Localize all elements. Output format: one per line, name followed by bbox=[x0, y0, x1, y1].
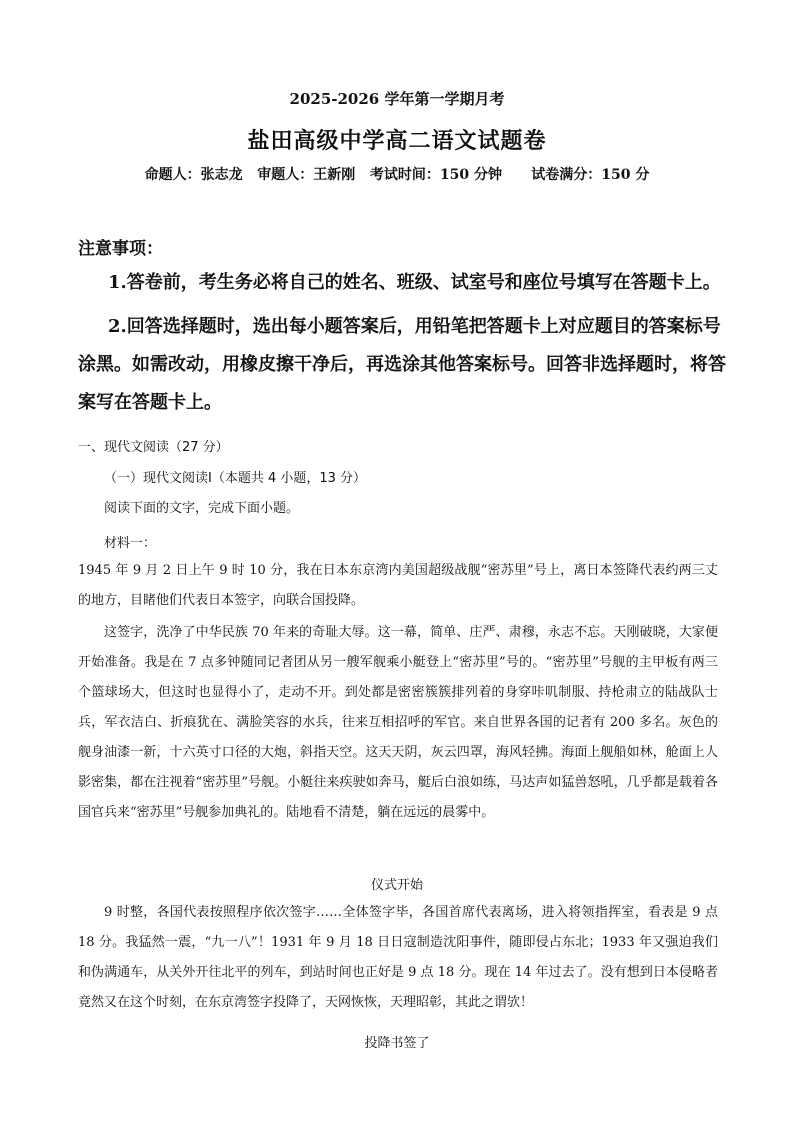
passage-paragraph-1: 1945 年 9 月 2 日上午 9 时 10 分，我在日本东京湾内美国超级战舰“密苏里”号上，离日本签降代表约两三丈的地方，目睹他们代表日本签字，向联合国投降。 bbox=[78, 563, 718, 608]
notice-item-2: 2.回答选择题时，选出每小题答案后，用铅笔把答题卡上对应题目的答案标号涂黑。如需改动，用橡皮擦干净后，再选涂其他答案标号。回答非选择题时，将答案写在答题卡上。 bbox=[78, 316, 726, 413]
subsection-title: （一）现代文阅读Ⅰ（本题共 4 小题，13 分） bbox=[104, 471, 367, 486]
notice-heading: 注意事项： bbox=[78, 239, 163, 259]
passage-paragraph-2: 这签字，洗净了中华民族 70 年来的奇耻大辱。这一幕，简单、庄严、肃穆，永志不忘。天刚破晓，大家便开始准备。我是在 7 点多钟随同记者团从另一艘军舰乘小艇登上“密苏里”号的。“密苏里”号舰的主甲板有两三个篮球场大，但这时也显得小了，走动不开。到处都是密密簇簇排列着的身穿咔叽制服、持枪肃立的陆战队士兵，军衣洁白、折痕犹在、满脸笑容的水兵，往来互相招呼的军官。来自世界各国的记者有 200 多名。灰色的舰身油漆一新，十六英寸口径的大炮，斜指天空。这天天阴，灰云四罩，海风轻拂。海面上舰船如林，舱面上人影密集，都在注视着“密苏里”号舰。小艇往来疾驶如奔马，艇后白浪如练，马达声如猛兽怒吼，几乎都是载着各国官兵来“密苏里”号舰参加典礼的。陆地看不清楚，躺在远远的晨雾中。 bbox=[78, 625, 718, 820]
section-title: 一、现代文阅读（27 分） bbox=[78, 440, 229, 455]
reading-instruction: 阅读下面的文字，完成下面小题。 bbox=[104, 501, 300, 516]
passage-subheading-start: 仪式开始 bbox=[370, 878, 423, 893]
exam-title: 盐田高级中学高二语文试题卷 bbox=[247, 128, 547, 154]
material-label: 材料一： bbox=[104, 536, 157, 551]
passage-paragraph-3: 9 时整，各国代表按照程序依次签字……全体签字毕，各国首席代表离场，进入将领指挥室，看表是 9 点 18 分。我猛然一震，“九一八”！1931 年 9 月 18 日日寇制造沈阳事件，随即侵占东北；1933 年又强迫我们和伪满通车，从关外开往北平的列车，到站时间也正好是 9 点 18 分。现在 14 年过去了。没有想到日本侵略者竟然又在这个时刻，在东京湾签字投降了，天网恢恢，天理昭彰，其此之谓欤！ bbox=[78, 905, 718, 1010]
notice-item-1: 1.答卷前，考生务必将自己的姓名、班级、试室号和座位号填写在答题卡上。 bbox=[108, 272, 721, 293]
exam-term: 2025-2026 学年第一学期月考 bbox=[289, 90, 505, 108]
exam-meta-line: 命题人：张志龙 审题人：王新刚 考试时间：150 分钟 试卷满分：150 分 bbox=[144, 167, 650, 183]
passage-subheading-signed: 投降书签了 bbox=[364, 1036, 430, 1051]
